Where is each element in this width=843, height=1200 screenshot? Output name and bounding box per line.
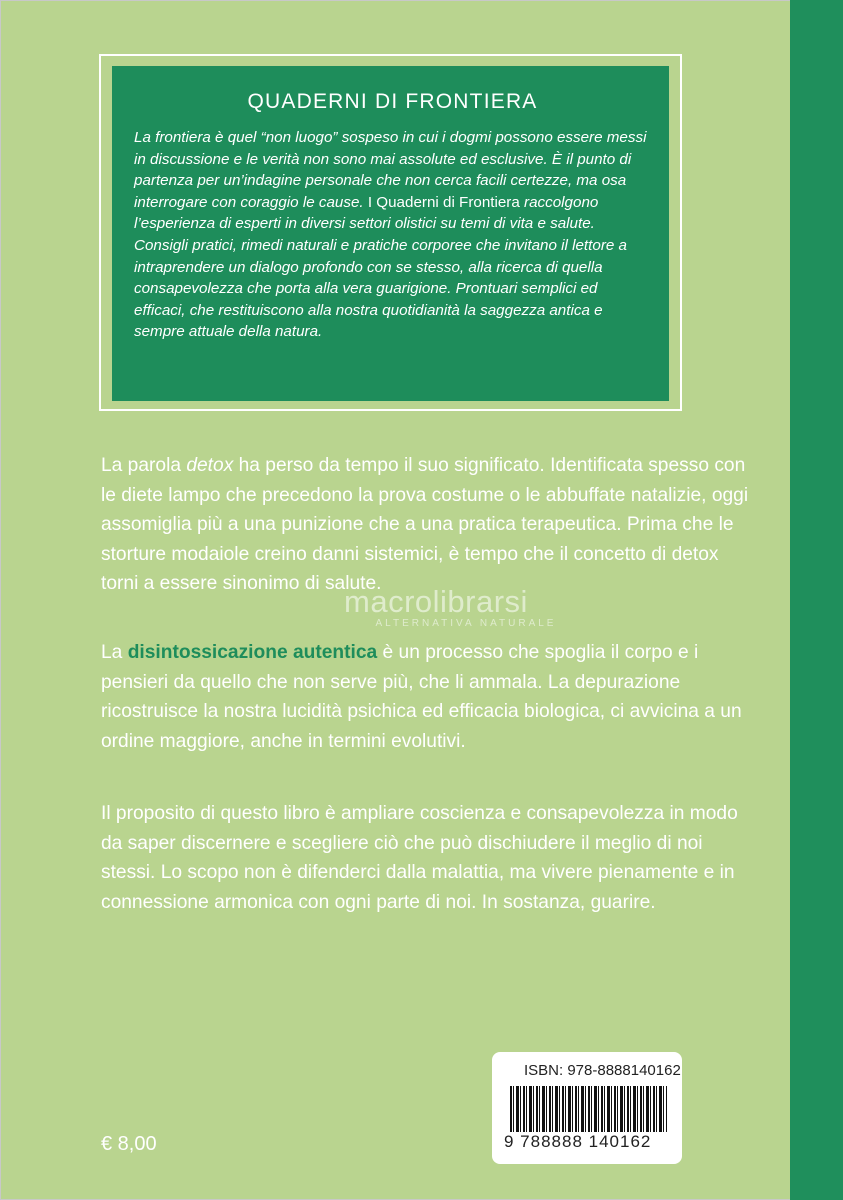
series-text-part2: raccolgono l’esperienza di esperti in diversi settori olistici su temi di vita e salute. Consigli pratici, rimedi naturali e pratiche corporee che invitano il lettore a intraprendere un dialogo profondo con se stesso, alla ricerca di quella consapevolezza che porta alla vera guarigione. Prontuari semplici ed efficaci, che restituiscono alla nostra quotidianità la saggezza antica e sempre attuale della natura.	[134, 193, 627, 341]
spine-band	[790, 0, 843, 1200]
price: € 8,00	[101, 1133, 157, 1155]
p1-emphasis: detox	[186, 455, 234, 476]
isbn-label: ISBN: 978-8888140162	[524, 1062, 681, 1079]
paragraph-disintossicazione	[101, 638, 751, 756]
p1-before: La parola	[101, 455, 187, 476]
watermark-main: macrolibrarsi	[344, 584, 528, 619]
p2-after: è un processo che spoglia il corpo e i pensieri da quello che non serve più, che li ammala. La depurazione ricostruisce la nostra lucidità psichica ed efficacia biologica, ci avvicina a un ordine maggiore, anche in termini evolutivi.	[101, 642, 742, 752]
series-name: I Quaderni di Frontiera	[367, 193, 520, 211]
paragraph-proposito: Il proposito di questo libro è ampliare coscienza e consapevolezza in modo da saper discernere e scegliere ciò che può dischiudere il meglio di noi stessi. Lo scopo non è difenderci dalla malattia, ma vivere pienamente e in connessione armonica con ogni parte di noi. In sostanza, guarire.	[101, 803, 738, 913]
barcode-bars	[510, 1086, 667, 1132]
watermark-sub: ALTERNATIVA NATURALE	[375, 618, 557, 629]
watermark-logo	[286, 586, 586, 629]
barcode-digits: 9 788888 140162	[504, 1132, 652, 1151]
p2-before: La	[101, 642, 128, 663]
series-description	[134, 127, 651, 343]
p1-after: ha perso da tempo il suo significato. Identificata spesso con le diete lampo che precedono la prova costume o le abbuffate natalizie, oggi assomiglia più a una punizione che a una pratica terapeutica. Prima che le storture modaiole creino danni sistemici, è tempo che il concetto di detox torni a essere sinonimo di salute.	[101, 455, 749, 595]
series-text-part1: La frontiera è quel “non luogo” sospeso in cui i dogmi possono essere messi in discussione e le verità non sono mai assolute ed esclusive. È il punto di partenza per un’indagine personale che non cerca facili certezze, ma osa interrogare con coraggio le cause.	[134, 129, 647, 211]
series-title: QUADERNI DI FRONTIERA	[247, 90, 538, 113]
p2-bold: disintossicazione autentica	[127, 642, 378, 663]
series-box	[112, 66, 669, 401]
paragraph-detox	[101, 451, 751, 599]
